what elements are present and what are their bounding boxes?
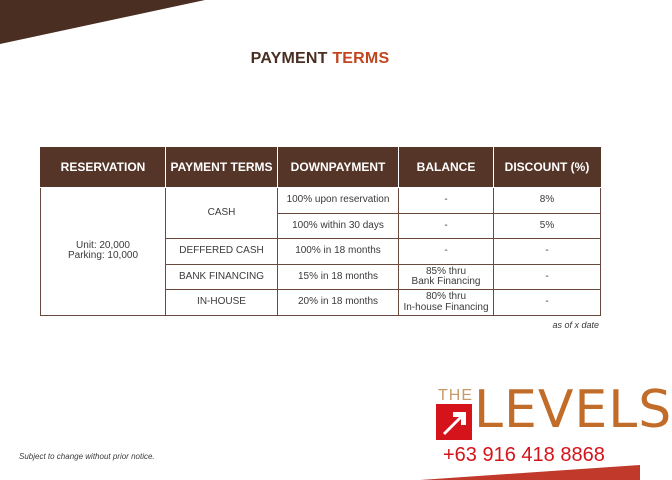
discount-cell: - (494, 290, 601, 316)
header-payment-terms: PAYMENT TERMS (166, 147, 278, 188)
balance-line: In-house Financing (403, 301, 489, 313)
title-terms: TERMS (332, 50, 390, 67)
terms-cell: DEFFERED CASH (166, 239, 278, 265)
discount-cell: - (494, 239, 601, 265)
header-balance: BALANCE (399, 147, 494, 188)
terms-cell: IN-HOUSE (166, 290, 278, 316)
discount-cell: 8% (494, 188, 601, 214)
reservation-cell (41, 188, 166, 316)
header-discount: DISCOUNT (%) (494, 147, 601, 188)
title-payment: PAYMENT (250, 50, 328, 67)
balance-cell (399, 290, 494, 316)
reservation-parking: Parking: 10,000 (67, 250, 139, 262)
table-header-row (41, 147, 601, 188)
header-reservation: RESERVATION (41, 147, 166, 188)
terms-cell-cash: CASH (166, 188, 278, 239)
balance-cell: - (399, 213, 494, 239)
reservation-unit: Unit: 20,000 (76, 239, 130, 251)
arrow-icon (436, 404, 472, 440)
downpayment-cell: 100% in 18 months (278, 239, 399, 265)
balance-cell: - (399, 188, 494, 214)
logo-the: THE (438, 387, 473, 404)
phone-number: +63 916 418 8868 (443, 444, 605, 466)
balance-line: 85% thru (425, 265, 467, 277)
bottom-wedge (420, 463, 640, 480)
as-of-note: as of x date (552, 320, 599, 330)
change-notice: Subject to change without prior notice. (19, 452, 155, 461)
terms-cell: BANK FINANCING (166, 264, 278, 290)
balance-line: 80% thru (425, 291, 467, 303)
downpayment-cell: 100% upon reservation (278, 188, 399, 214)
table-row (41, 188, 601, 214)
the-levels-logo (436, 380, 672, 440)
balance-line: Bank Financing (411, 276, 481, 288)
corner-band (0, 0, 640, 50)
downpayment-cell: 100% within 30 days (278, 213, 399, 239)
logo-levels: LEVELS (474, 380, 672, 440)
downpayment-cell: 15% in 18 months (278, 264, 399, 290)
header-downpayment: DOWNPAYMENT (278, 147, 399, 188)
downpayment-cell: 20% in 18 months (278, 290, 399, 316)
balance-cell: - (399, 239, 494, 265)
payment-terms-table (40, 147, 601, 316)
discount-cell: - (494, 264, 601, 290)
balance-cell (399, 264, 494, 290)
page-title (0, 50, 640, 68)
discount-cell: 5% (494, 213, 601, 239)
